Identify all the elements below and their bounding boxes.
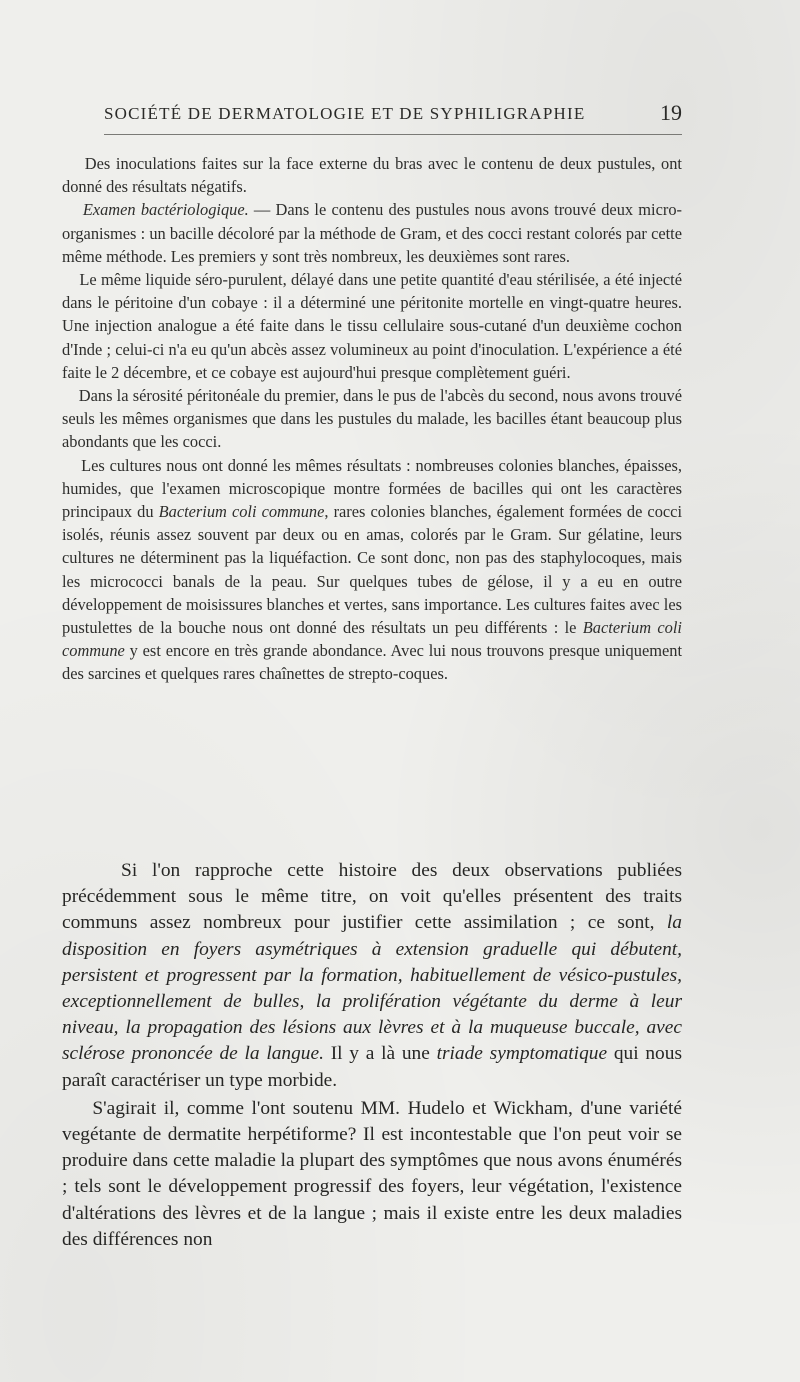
emphasis-italic: la disposition en foyers asymétriques à extension graduelle qui débutent, persistent et progressent par la formation, habituellement de vésico-pustules, exceptionnellement de bulles, la prolifération végétante du derme à leur niveau, la propagation des lésions aux lèvres et à la muqueuse buccale, avec sclérose prononcée de la langue.: [62, 912, 682, 1065]
running-header: [104, 100, 682, 130]
emphasis-italic: triade symptomatique: [436, 1043, 608, 1065]
observation-text: [62, 152, 682, 686]
paragraph-text: S'agirait il, comme l'ont soutenu MM. Hudelo et Wickham, d'une variété vegétante de dermatite herpétiforme? Il est incontestable que l'on peut voir se produire dans cette maladie la plupart des symptômes que nous avons énumérés ; tels sont le développement progressif des foyers, leur végétation, l'existence d'altérations des lèvres et de la langue ; mais il existe entre les deux maladies des différences non: [62, 1097, 682, 1250]
paragraph-text: Il y a là une: [323, 1043, 437, 1065]
page-number: 19: [660, 100, 682, 125]
discussion-text: [62, 850, 682, 1253]
section-heading-italic: Examen bactériologique.: [82, 200, 249, 220]
species-name-italic: Bacterium coli commune: [62, 618, 682, 661]
species-name-italic: Bacterium coli commune: [158, 502, 325, 522]
paragraph-herpetiform: [62, 1096, 682, 1253]
paragraph-text: Dans la sérosité péritonéale du premier, dans le pus de l'abcès du second, nous avons trouvé seuls les mêmes organismes que dans les pustules du malade, les bacilles étant beaucoup plus abondants que les cocci.: [62, 386, 683, 452]
header-rule: [104, 134, 682, 135]
paragraph-text: y est encore en très grande abondance. Avec lui nous trouvons presque uniquement des sarcines et quelques rares chaînettes de strepto-coques.: [62, 641, 682, 684]
paragraph-text: , rares colonies blanches, également formées de cocci isolés, réunis assez souvent par deux ou en amas, colorés par le Gram. Sur gélatine, leurs cultures ne déterminent pas la liquéfaction. Ce sont donc, non pas des staphylocoques, mais les micrococci banals de la peau. Sur quelques tubes de gélose, il y a eu en outre développement de moisissures blanches et vertes, sans importance. Les cultures faites avec les pustulettes de la bouche nous ont donné des résultats un peu différents : le: [62, 502, 683, 638]
paragraph-bacteriological-exam: [62, 198, 682, 268]
paragraph-text: Si l'on rapproche cette histoire des deux observations publiées précédemment sous le même titre, on voit qu'elles présentent des traits communs assez nombreux pour justifier cette assimilation ; ce sont,: [62, 860, 683, 934]
paragraph-inoculations: [62, 152, 682, 198]
paragraph-comparison: [62, 858, 682, 1094]
paragraph-text: — Dans le contenu des pustules nous avons trouvé deux micro-organismes : un bacille décoloré par la méthode de Gram, et des cocci restant colorés par cette même méthode. Les premiers y sont très nombreux, les deuxièmes sont rares.: [62, 200, 682, 266]
paragraph-guinea-pig: [62, 268, 682, 384]
header-title: SOCIÉTÉ DE DERMATOLOGIE ET DE SYPHILIGRAPHIE: [104, 104, 586, 123]
paragraph-text: Des inoculations faites sur la face externe du bras avec le contenu de deux pustules, ont donné des résultats négatifs.: [62, 154, 682, 197]
paragraph-text: Les cultures nous ont donné les mêmes résultats : nombreuses colonies blanches, épaisses, humides, que l'examen microscopique montre formées de bacilles qui ont les caractères principaux du: [62, 455, 682, 522]
paragraph-text: qui nous paraît caractériser un type morbide.: [62, 1043, 682, 1091]
paragraph-serosity: [62, 384, 682, 454]
paragraph-cultures: [62, 454, 682, 686]
paragraph-text: Le même liquide séro-purulent, délayé dans une petite quantité d'eau stérilisée, a été injecté dans le péritoine d'un cobaye : il a déterminé une péritonite mortelle en vingt-quatre heures. Une injection analogue a été faite dans le tissu cellulaire sous-cutané d'un deuxième cochon d'Inde ; celui-ci n'a eu qu'un abcès assez volumineux au point d'inoculation. L'expérience a été faite le 2 décembre, et ce cobaye est aujourd'hui presque complètement guéri.: [62, 270, 683, 382]
